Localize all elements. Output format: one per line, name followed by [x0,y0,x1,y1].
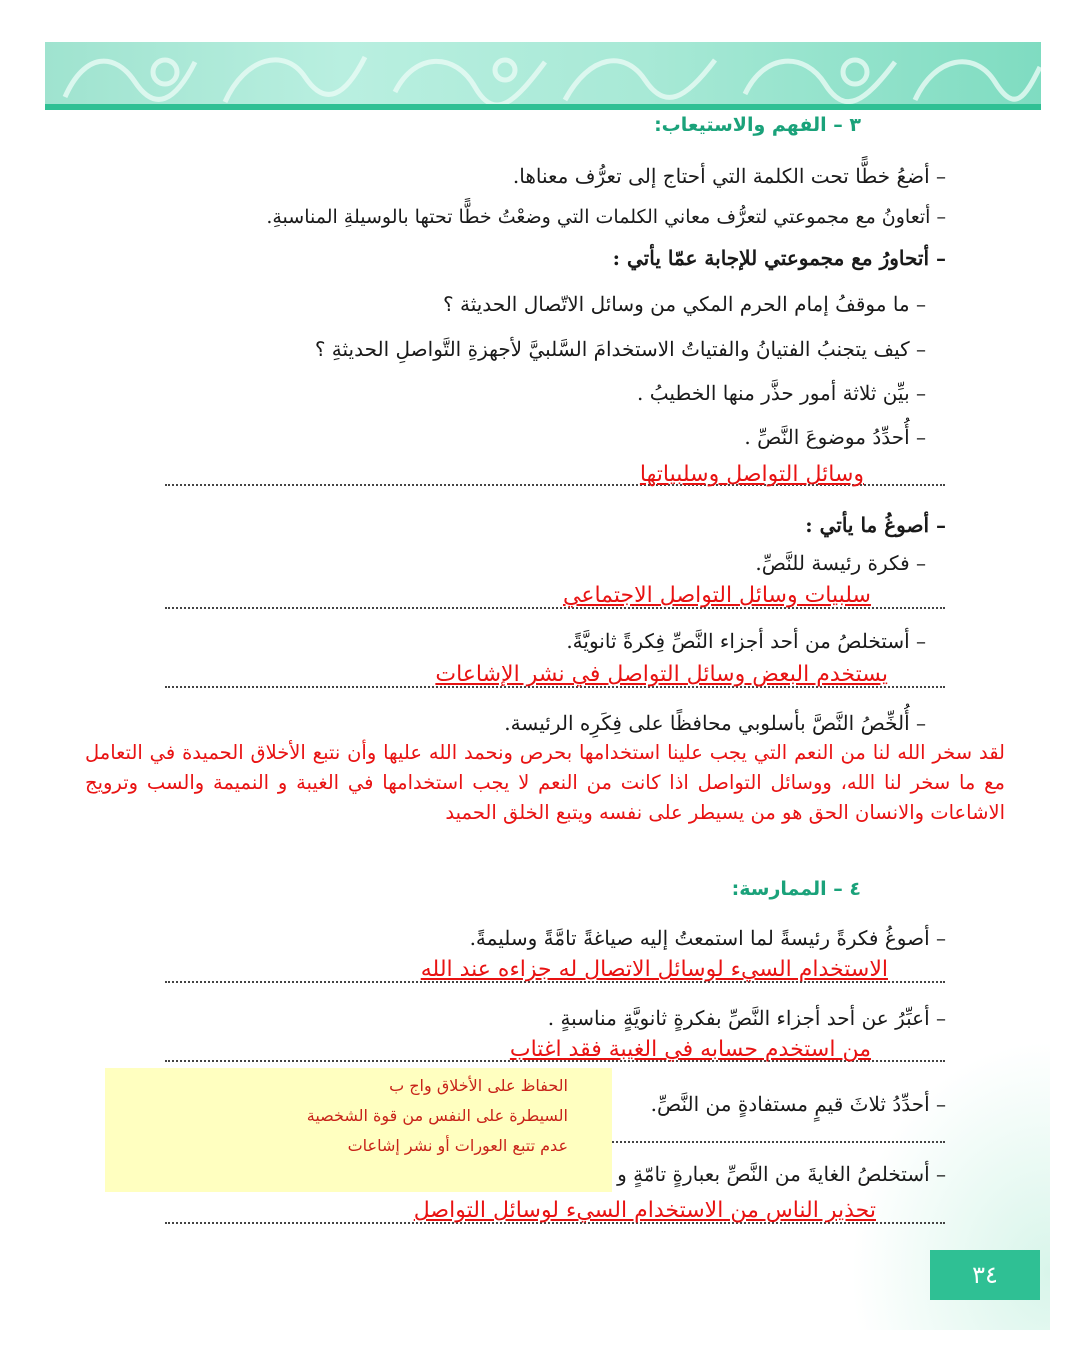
prompt-line: – أعبِّرُ عن أحد أجزاء النَّصِّ بفكرةٍ ثانويَّةٍ مناسبةٍ . [547,1006,946,1030]
prompt-line: – أستخلصُ من أحد أجزاء النَّصِّ فِكرةً ثانويَّةً. [566,629,926,653]
summary-answer: لقد سخر الله لنا من النعم التي يجب علينا استخدامها بحرص ونحمد الله عليها وأن نتبع الأخلاق الحميدة في التعامل مع ما سخر لنا الله، ووسائل التواصل اذا كانت من النعم لا يجب استخدامها في الغيبة و النميمة والسب وترويج الاشاعات والانسان الحق هو من يسيطر على نفسه ويتبع الخلق الحميد [85,741,1005,824]
section3-heading: ٣ – الفهم والاستيعاب: [654,114,861,136]
note-line: الحفاظ على الأخلاق واج ب [389,1076,568,1095]
page-number: ٣٤ [930,1250,1040,1300]
banner-strip [45,104,1041,110]
answer-text: الاستخدام السيء لوسائل الاتصال له جزاءه عند الله [420,957,888,982]
arabesque-pattern [45,42,1041,110]
sticky-note [105,1068,612,1192]
prompt-line: – فكرة رئيسة للنَّصِّ. [755,551,926,575]
note-line: عدم تتبع العورات أو نشر إشاعات [347,1136,568,1155]
answer-text: من استخدم حسابه في الغيبة فقد اغتاب [509,1037,871,1062]
answer-text: يستخدم البعض وسائل التواصل في نشر الإشاعات [435,662,888,687]
note-line: السيطرة على النفس من قوة الشخصية [306,1106,568,1125]
prompt-line: – أستخلصُ الغايةَ من النَّصِّ بعبارةٍ تامّةٍ و [617,1162,946,1186]
instruction-line: – أضعُ خطًّا تحت الكلمة التي أحتاج إلى تعرُّف معناها. [512,164,946,188]
question-line: – ما موقفُ إمام الحرم المكي من وسائل الاتّصال الحديثة ؟ [443,292,926,316]
section4-heading: ٤ – الممارسة: [731,878,861,900]
prompt-line: – أصوغُ فكرةً رئيسةً لما استمعتُ إليه صياغةً تامَّةً وسليمةً. [469,926,946,950]
instruction-line: – أتعاونُ مع مجموعتي لتعرُّف معاني الكلمات التي وضعْتُ خطًّا تحتها بالوسيلةِ المناسبةِ. [266,206,946,228]
question-line: – بيِّن ثلاثة أمور حذَّر منها الخطيبُ . [637,381,926,405]
prompt-line: – أُلخِّصُ النَّصَّ بأسلوبي محافظًا على فِكَرِه الرئيسة. [504,711,926,735]
discuss-heading: – أتحاورُ مع مجموعتي للإجابة عمّا يأتي : [612,246,946,270]
answer-text: تحذير الناس من الاستخدام السيء لوسائل التواصل [413,1198,876,1223]
answer-text: سلبيات وسائل التواصل الاجتماعي [563,583,871,608]
question-line: – أُحدِّدُ موضوعَ النَّصِّ . [744,425,926,449]
compose-heading: – أصوغُ ما يأتي : [805,513,946,537]
header-banner [45,42,1041,110]
question-line: – كيف يتجنبُ الفتيانُ والفتياتُ الاستخدامَ السَّلبيَّ لأجهزةِ التَّواصلِ الحديثةِ ؟ [314,337,926,361]
prompt-line: – أحدِّدُ ثلاثَ قيمٍ مستفادةٍ من النَّصِّ. [650,1092,946,1116]
answer-text: وسائل التواصل وسلبياتها [639,462,864,487]
